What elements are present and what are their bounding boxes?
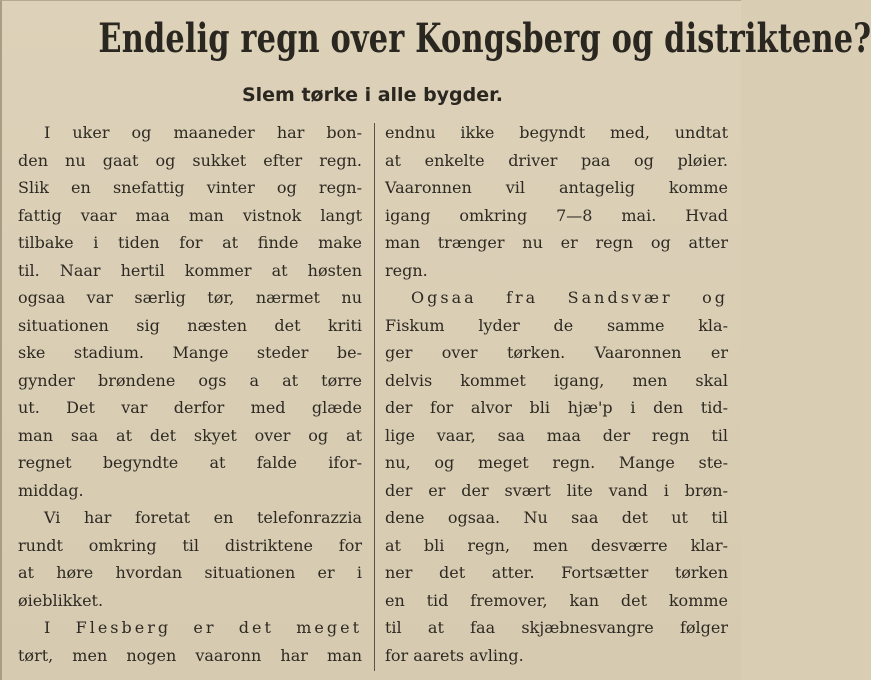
text-line: man trænger nu er regn og atter (385, 233, 728, 252)
text-line: I uker og maaneder har bon- (44, 123, 362, 142)
text-line: delvis kommet igang, men skal (385, 370, 728, 390)
text-line: Fiskum lyder de samme kla- (385, 315, 728, 335)
text-line: for aarets avling. (385, 645, 524, 665)
text-line: der er der svært lite vand i brøn- (385, 480, 728, 500)
text-line: endnu ikke begyndt med, undtat (385, 123, 728, 142)
text-line: til. Naar hertil kommer at høsten (18, 260, 362, 280)
text-line: dene ogsaa. Nu saa det ut til (385, 508, 728, 527)
text-line: til at faa skjæbnesvangre følger (385, 618, 728, 637)
text-line: Vi har foretat en telefonrazzia (44, 508, 362, 527)
text-line: nu, og meget regn. Mange ste- (385, 453, 728, 472)
left-column (18, 119, 362, 669)
text-line: Ogsaa fra Sandsvær og (411, 288, 728, 307)
text-line: igang omkring 7—8 mai. Hvad (385, 205, 728, 225)
text-line: en tid fremover, kan det komme (385, 590, 728, 610)
text-line: ogsaa var særlig tør, nærmet nu (18, 288, 362, 307)
text-line: tørt, men nogen vaaronn har man (18, 645, 362, 665)
text-line: man saa at det skyet over og at (18, 425, 362, 445)
text-line: den nu gaat og sukket efter regn. (18, 150, 362, 170)
text-line: at bli regn, men desværre klar- (385, 535, 728, 555)
text-line: ut. Det var derfor med glæde (18, 398, 362, 417)
text-line: ske stadium. Mange steder be- (18, 343, 362, 362)
text-line: ger over tørken. Vaaronnen er (385, 343, 728, 362)
text-line: Vaaronnen vil antagelig komme (385, 178, 728, 197)
headline: Endelig regn over Kongsberg og distriktene? (98, 15, 871, 62)
text-line: ner det atter. Fortsætter tørken (385, 563, 728, 582)
text-line: rundt omkring til distriktene for (18, 535, 362, 555)
text-line: gynder brøndene ogs a at tørre (18, 370, 362, 390)
text-line: tilbake i tiden for at finde make (18, 233, 362, 252)
text-line: situationen sig næsten det kriti (18, 315, 362, 335)
text-line: fattig vaar maa man vistnok langt (18, 205, 362, 225)
text-line: at enkelte driver paa og pløier. (385, 150, 728, 170)
text-line: regn. (385, 260, 428, 280)
text-line: I Flesberg er det meget (44, 618, 362, 637)
text-line: regnet begyndte at falde ifor- (18, 453, 362, 472)
text-line: lige vaar, saa maa der regn til (385, 425, 728, 445)
text-line: middag. (18, 480, 84, 500)
text-line: der for alvor bli hjæ'p i den tid- (385, 398, 728, 417)
text-line: øieblikket. (18, 590, 104, 610)
right-column (385, 119, 728, 669)
text-line: at høre hvordan situationen er i (18, 563, 362, 582)
column-rule (374, 123, 375, 671)
subheadline: Slem tørke i alle bygder. (241, 84, 504, 106)
text-line: Slik en snefattig vinter og regn- (18, 178, 362, 197)
